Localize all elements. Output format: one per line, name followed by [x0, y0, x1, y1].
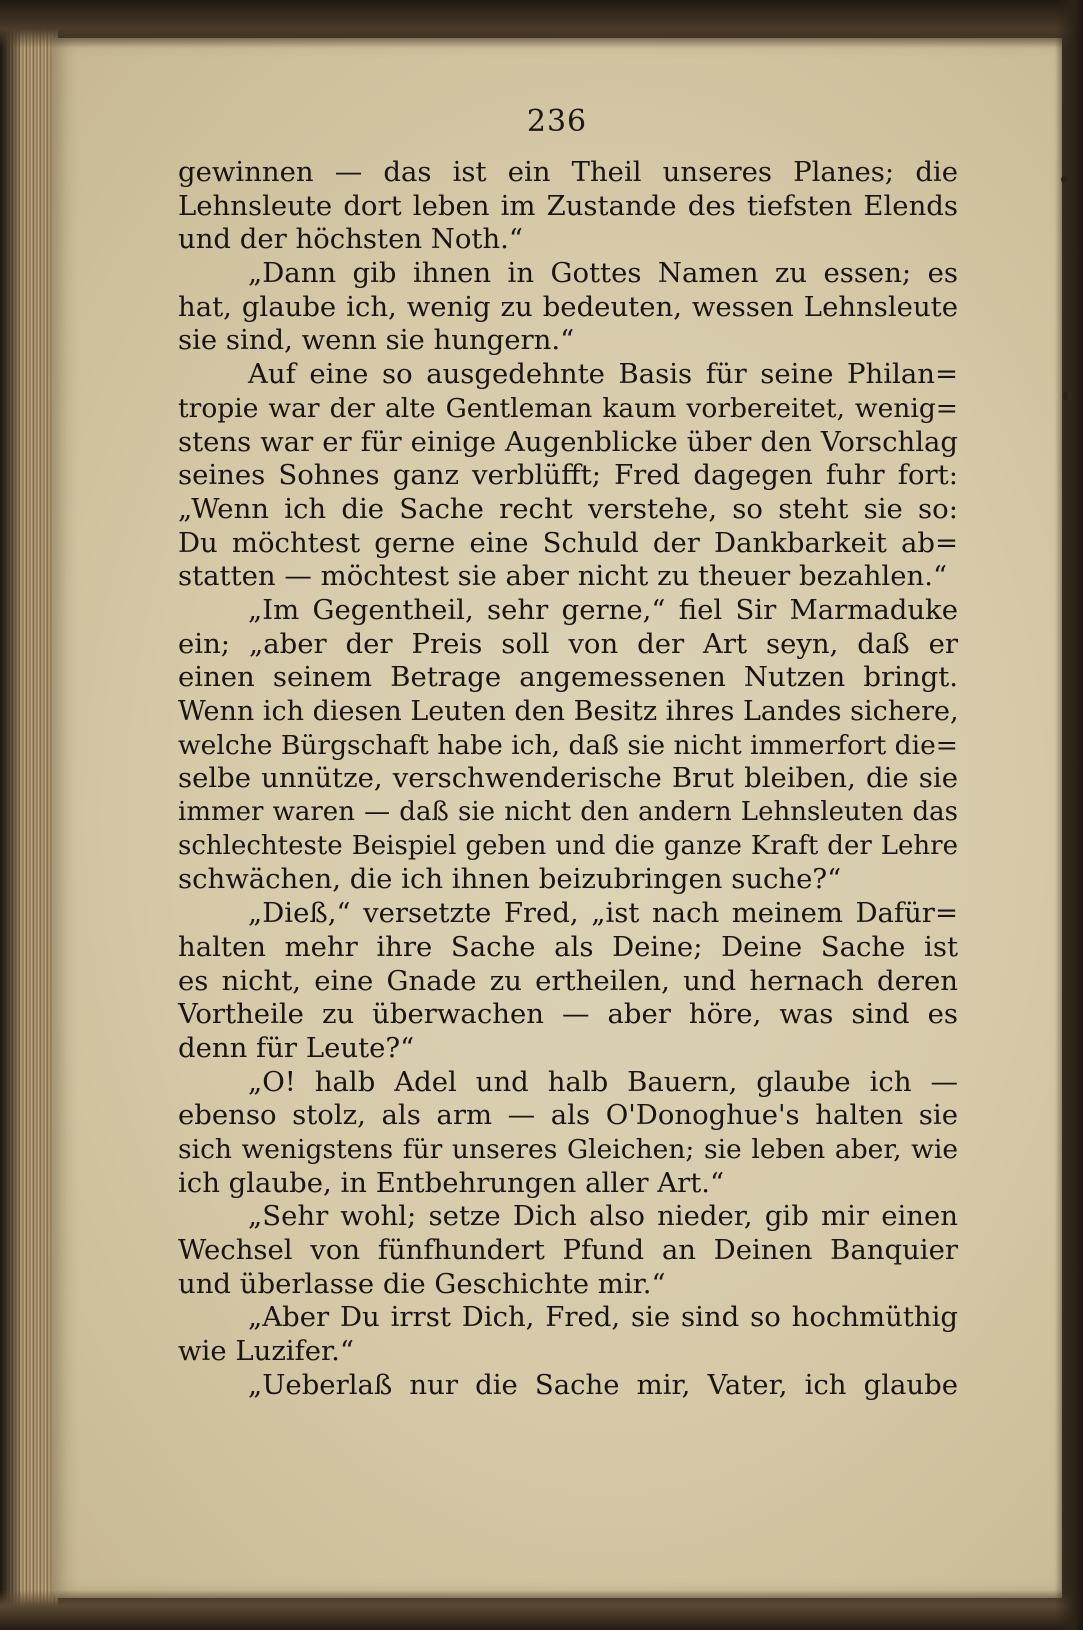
text-line: „Dieß,“ versetzte Fred, „ist nach meinem Dafür=	[248, 897, 958, 930]
text-line: sie sind, wenn sie hungern.“	[178, 324, 575, 357]
text-line: und überlasse die Geschichte mir.“	[178, 1267, 666, 1300]
text-line: „Wenn ich die Sache recht verstehe, so steht sie so:	[178, 492, 958, 525]
text-line: statten — möchtest sie aber nicht zu theuer bezahlen.“	[178, 560, 948, 593]
text-line: schlechteste Beispiel geben und die ganze Kraft der Lehre	[178, 830, 958, 861]
text-line: immer waren — daß sie nicht den andern Lehnsleuten das	[178, 797, 958, 828]
text-line: Wechsel von fünfhundert Pfund an Deinen Banquier	[178, 1234, 958, 1266]
right-page-edge	[1055, 0, 1083, 1630]
text-line: wie Luzifer.“	[178, 1335, 354, 1368]
ink-speck	[1063, 392, 1068, 400]
top-shadow	[0, 0, 1083, 48]
text-line: ich glaube, in Entbehrungen aller Art.“	[178, 1166, 725, 1199]
ink-speck	[1061, 176, 1067, 183]
text-line: selbe unnütze, verschwenderische Brut bleiben, die sie	[178, 762, 958, 795]
text-line: Wenn ich diesen Leuten den Besitz ihres Landes sichere,	[178, 696, 959, 727]
text-line: „O! halb Adel und halb Bauern, glaube ich —	[248, 1065, 958, 1098]
text-line: ebenso stolz, als arm — als O'Donoghue's halten sie	[178, 1099, 958, 1132]
page-number: 236	[526, 104, 588, 139]
page-paper	[52, 38, 1062, 1598]
text-line: „Sehr wohl; setze Dich also nieder, gib mir einen	[248, 1200, 958, 1233]
body-text	[178, 156, 958, 1402]
text-line: „Ueberlaß nur die Sache mir, Vater, ich glaube	[248, 1368, 958, 1401]
text-line: stens war er für einige Augenblicke über den Vorschlag	[178, 425, 958, 458]
text-line: und der höchsten Noth.“	[178, 223, 523, 256]
text-line: seines Sohnes ganz verblüfft; Fred dagegen fuhr fort:	[178, 459, 958, 492]
text-line: welche Bürgschaft habe ich, daß sie nicht immerfort die=	[178, 729, 958, 761]
text-line: Vortheile zu überwachen — aber höre, was sind es	[178, 998, 958, 1031]
text-line: denn für Leute?“	[178, 1031, 415, 1064]
text-line: halten mehr ihre Sache als Deine; Deine Sache ist	[178, 930, 958, 963]
text-line: es nicht, eine Gnade zu ertheilen, und hernach deren	[178, 964, 958, 997]
text-line: ein; „aber der Preis soll von der Art seyn, daß er	[178, 627, 958, 660]
text-line: einen seinem Betrage angemessenen Nutzen bringt.	[178, 661, 958, 694]
text-line: hat, glaube ich, wenig zu bedeuten, wessen Lehnsleute	[178, 290, 958, 323]
text-line: sich wenigstens für unseres Gleichen; sie leben aber, wie	[178, 1133, 958, 1165]
text-line: „Im Gegentheil, sehr gerne,“ fiel Sir Marmaduke	[248, 593, 958, 626]
text-line: tropie war der alte Gentleman kaum vorbereitet, wenig=	[178, 392, 958, 424]
text-line: Lehnsleute dort leben im Zustande des tiefsten Elends	[178, 189, 958, 222]
text-line: schwächen, die ich ihnen beizubringen suche?“	[178, 863, 842, 896]
text-line: gewinnen — das ist ein Theil unseres Planes; die	[178, 156, 958, 188]
book-page-edges	[0, 0, 58, 1630]
text-line: Du möchtest gerne eine Schuld der Dankbarkeit ab=	[178, 526, 958, 559]
text-line: „Aber Du irrst Dich, Fred, sie sind so hochmüthig	[248, 1301, 958, 1334]
text-line: Auf eine so ausgedehnte Basis für seine Philan=	[248, 358, 958, 391]
bottom-shadow	[0, 1590, 1083, 1630]
text-line: „Dann gib ihnen in Gottes Namen zu essen; es	[248, 257, 958, 290]
